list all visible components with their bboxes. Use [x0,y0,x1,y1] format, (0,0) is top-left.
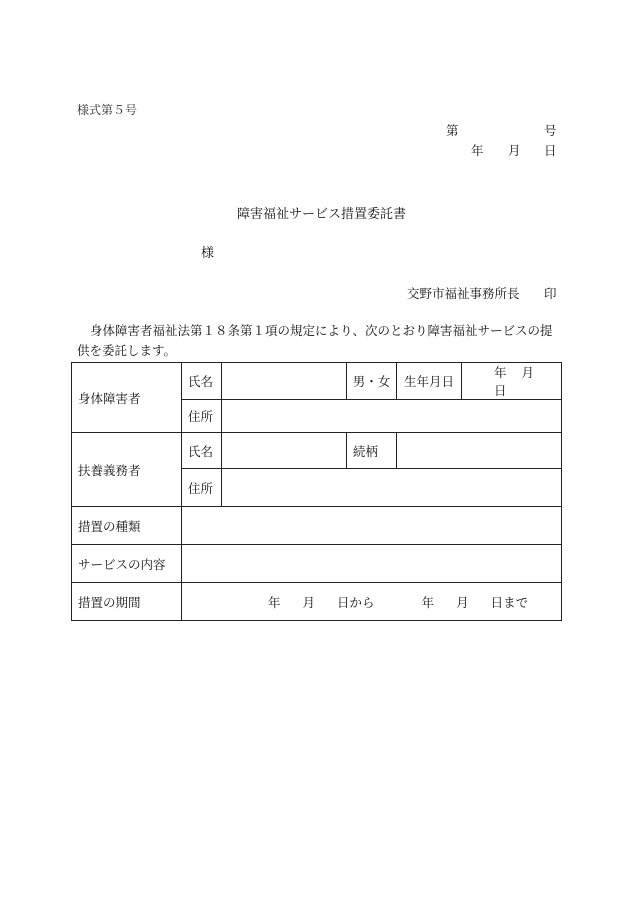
document-title: 障害福祉サービス措置委託書 [237,207,407,222]
birth-year: 年 [494,365,507,380]
measure-period-label: 措置の期間 [72,583,182,621]
table-row [72,433,562,469]
form-number: 様式第５号 [77,103,138,117]
birthdate-label: 生年月日 [397,363,462,400]
address-label: 住所 [182,400,222,433]
relation-label: 続柄 [347,433,397,469]
document-number-label: 第 [446,123,459,138]
table-row [72,583,562,621]
measure-type-field[interactable] [182,507,562,545]
measure-period-field[interactable] [182,583,562,621]
disabled-person-header: 身体障害者 [72,363,182,433]
issue-date-month: 月 [508,143,521,158]
address-field[interactable] [222,400,562,433]
service-content-field[interactable] [182,545,562,583]
recipient-suffix: 様 [201,246,215,261]
from-month: 月 [302,594,316,610]
from-day: 日から [337,594,375,610]
table-row [72,363,562,400]
table-row [72,507,562,545]
seal-mark: 印 [544,286,557,301]
name-field[interactable] [222,363,347,400]
service-content-label: サービスの内容 [72,545,182,583]
name-label: 氏名 [182,363,222,400]
commission-form-table [71,362,562,621]
table-row [72,545,562,583]
measure-type-label: 措置の種類 [72,507,182,545]
birthdate-field[interactable] [462,363,562,400]
guardian-header: 扶養義務者 [72,433,182,507]
issue-date-day: 日 [544,143,557,158]
body-text: 身体障害者福祉法第１８条第１項の規定により、次のとおり障害福祉サービスの提供を委託します。 [77,323,553,358]
document-number-suffix: 号 [544,123,557,138]
to-month: 月 [456,594,469,610]
to-year: 年 [421,594,435,610]
guardian-address-label: 住所 [182,469,222,507]
guardian-name-label: 氏名 [182,433,222,469]
guardian-name-field[interactable] [222,433,347,469]
sex-field[interactable]: 男・女 [347,363,397,400]
to-day: 日まで [490,594,529,610]
birth-day: 日 [494,383,507,398]
guardian-address-field[interactable] [222,469,562,507]
relation-field[interactable] [397,433,562,469]
from-year: 年 [268,594,281,610]
issue-date-year: 年 [471,143,484,158]
birth-month: 月 [521,365,535,380]
issuer-name: 交野市福祉事務所長 [407,286,520,301]
